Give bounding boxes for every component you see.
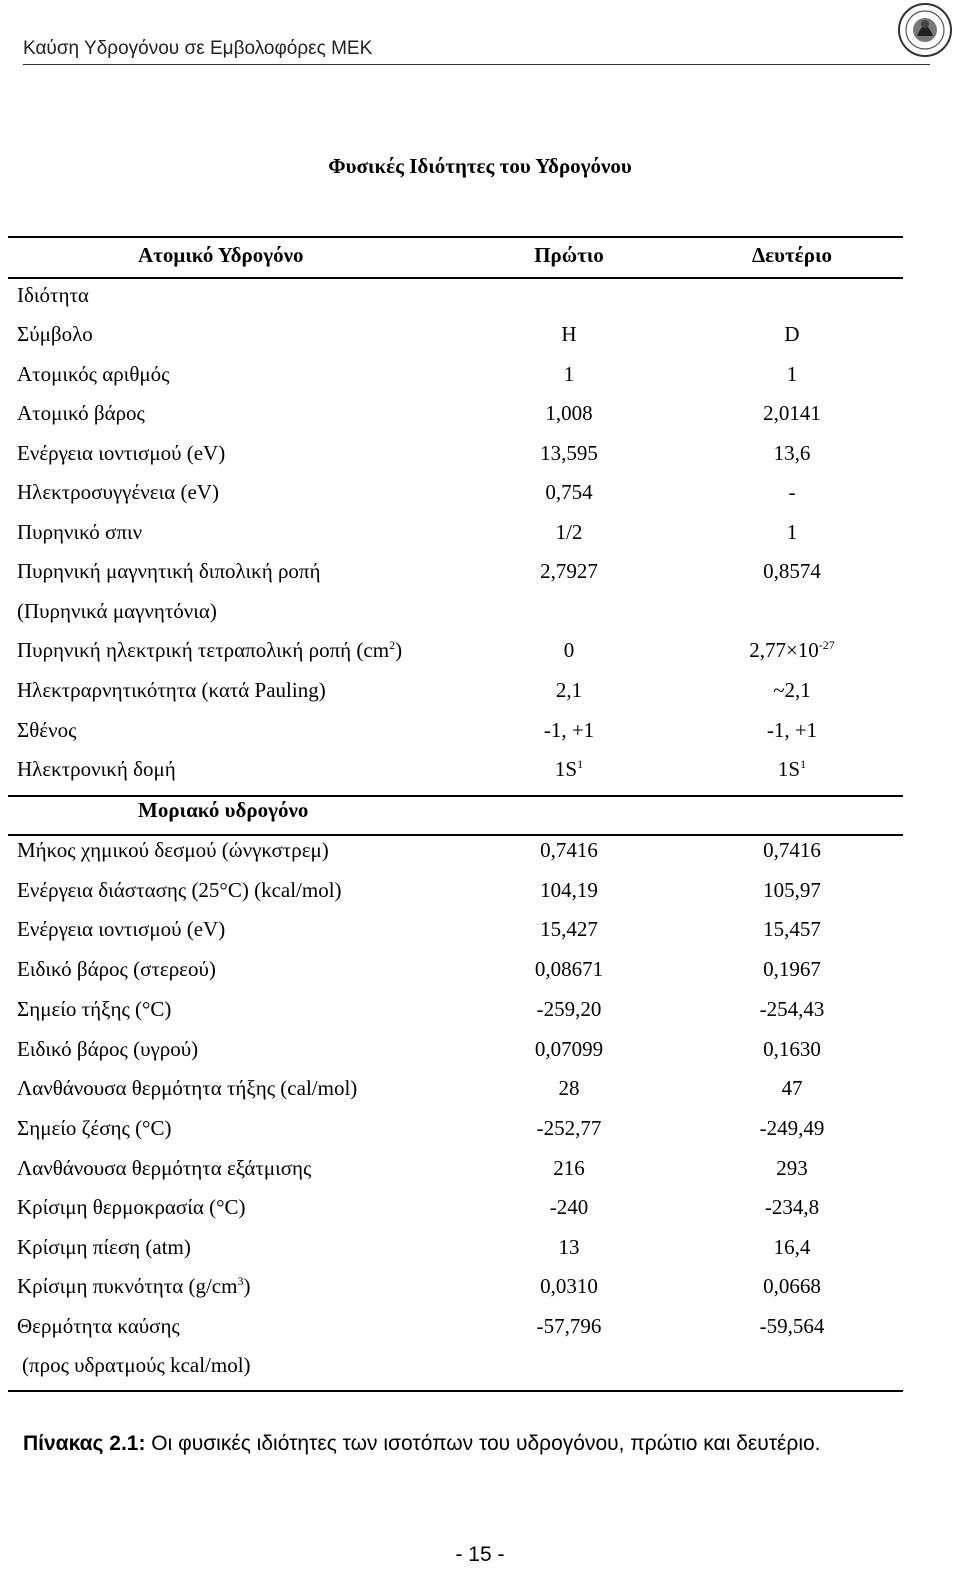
table-title: Φυσικές Ιδιότητες του Υδρογόνου bbox=[328, 154, 632, 178]
table-row bbox=[0, 393, 960, 433]
table-row bbox=[0, 551, 960, 591]
protium-value: 216 bbox=[553, 1155, 585, 1180]
running-header: Καύση Υδρογόνου σε Εμβολοφόρες ΜΕΚ bbox=[23, 38, 373, 59]
deuterium-value: 0,0668 bbox=[763, 1274, 821, 1298]
row-label: Κρίσιμη πυκνότητα $(g/cm^3)$ bbox=[17, 1274, 251, 1298]
deuterium-value: 13,6 bbox=[773, 440, 811, 465]
deuterium-value: $2,77\times 10^{-27}$ bbox=[749, 638, 835, 662]
row-label: Μήκος χημικού δεσμού (ώνγκστρεμ) bbox=[17, 838, 329, 862]
row-label: Ατομικό βάρος bbox=[17, 401, 145, 425]
table-row bbox=[0, 870, 960, 910]
row-label: Σημείο ζέσης (°C) bbox=[17, 1115, 172, 1140]
protium-value: $1S^1$ bbox=[554, 757, 584, 781]
table-row bbox=[0, 472, 960, 512]
deuterium-value: 1 bbox=[786, 519, 798, 544]
table-caption bbox=[23, 1432, 821, 1456]
table-row bbox=[0, 354, 960, 394]
row-label: Ειδικό βάρος (στερεού) bbox=[17, 957, 216, 982]
deuterium-value: - bbox=[788, 480, 796, 504]
protium-value: 2,7927 bbox=[540, 559, 598, 583]
protium-value: 0,07099 bbox=[534, 1036, 604, 1061]
table-row bbox=[0, 1068, 960, 1108]
protium-value: 0,7416 bbox=[540, 838, 598, 862]
protium-value: -1, +1 bbox=[543, 717, 595, 742]
row-label: Θερμότητα καύσης bbox=[17, 1314, 180, 1338]
column-header-deuterium: Δευτέριο bbox=[752, 243, 832, 267]
table-row bbox=[0, 1108, 960, 1148]
protium-value: 13 bbox=[558, 1235, 580, 1259]
row-label: (προς υδρατμούς kcal/mol) bbox=[22, 1353, 251, 1377]
protium-value: 1 bbox=[563, 361, 575, 386]
section-heading-atomic: Ατομικό Υδρογόνο bbox=[138, 243, 304, 267]
table-row bbox=[0, 591, 960, 631]
row-label: Ατομικός αριθμός bbox=[17, 361, 170, 386]
deuterium-value: 0,1967 bbox=[763, 957, 821, 982]
table-row bbox=[0, 949, 960, 989]
row-label: Κρίσιμη θερμοκρασία (°C) bbox=[17, 1195, 246, 1220]
table-row bbox=[0, 749, 960, 789]
protium-value: 104,19 bbox=[540, 877, 598, 902]
deuterium-value: -1, +1 bbox=[766, 717, 818, 742]
deuterium-value: D bbox=[784, 322, 800, 346]
protium-value: 28 bbox=[558, 1076, 580, 1101]
row-label: Ενέργεια ιοντισμού (eV) bbox=[17, 440, 226, 465]
protium-value: 0,08671 bbox=[534, 957, 604, 982]
deuterium-value: 15,457 bbox=[763, 917, 821, 942]
deuterium-value: -59,564 bbox=[759, 1314, 825, 1338]
table-row bbox=[0, 830, 960, 870]
table-row bbox=[0, 1227, 960, 1267]
row-label: Κρίσιμη πίεση (atm) bbox=[17, 1235, 191, 1259]
protium-value: 15,427 bbox=[540, 917, 598, 942]
property-label: Ιδιότητα bbox=[17, 283, 89, 307]
table-row bbox=[0, 710, 960, 750]
header-rule bbox=[23, 64, 930, 65]
deuterium-value: 2,0141 bbox=[763, 401, 821, 425]
table-row bbox=[0, 1266, 960, 1306]
protium-value: 2,1 bbox=[555, 678, 583, 702]
row-label: Ηλεκτροσυγγένεια (eV) bbox=[17, 480, 219, 504]
table-row bbox=[0, 512, 960, 552]
deuterium-value: 1 bbox=[786, 361, 798, 386]
row-label: Σημείο τήξης (°C) bbox=[17, 996, 172, 1021]
deuterium-value: 16,4 bbox=[773, 1235, 811, 1259]
university-seal-logo bbox=[897, 2, 953, 58]
table-row bbox=[0, 1306, 960, 1346]
table-row bbox=[0, 909, 960, 949]
deuterium-value: ~2,1 bbox=[773, 678, 811, 702]
table-row bbox=[0, 1345, 960, 1385]
row-label: Σθένος bbox=[17, 717, 77, 742]
row-label: Λανθάνουσα θερμότητα εξάτμισης bbox=[17, 1155, 312, 1180]
table-row bbox=[0, 1148, 960, 1188]
protium-value: 1/2 bbox=[555, 519, 583, 544]
caption-label: Πίνακας 2.1: bbox=[23, 1432, 146, 1455]
protium-value: 1,008 bbox=[545, 401, 593, 425]
deuterium-value: $1S^1$ bbox=[777, 757, 807, 781]
deuterium-value: 0,1630 bbox=[763, 1036, 821, 1061]
protium-value: 13,595 bbox=[540, 440, 598, 465]
protium-value: -57,796 bbox=[536, 1314, 602, 1338]
row-label: Πυρηνική ηλεκτρική τετραπολική ροπή $(cm^2)$ bbox=[17, 638, 403, 662]
deuterium-value: 293 bbox=[776, 1155, 808, 1180]
property-label-row bbox=[0, 275, 960, 315]
table-row bbox=[0, 989, 960, 1029]
row-label: (Πυρηνικά μαγνητόνια) bbox=[17, 598, 217, 623]
deuterium-value: -254,43 bbox=[759, 996, 825, 1021]
row-label: Πυρηνικό σπιν bbox=[17, 519, 143, 544]
table-row bbox=[0, 1187, 960, 1227]
protium-value: -240 bbox=[549, 1195, 589, 1220]
protium-value: -252,77 bbox=[536, 1115, 602, 1140]
row-label: Ενέργεια ιοντισμού (eV) bbox=[17, 917, 226, 942]
row-label: Ηλεκτραρνητικότητα (κατά Pauling) bbox=[17, 678, 326, 702]
row-label: Ενέργεια διάστασης (25°C) (kcal/mol) bbox=[17, 877, 342, 902]
deuterium-value: -234,8 bbox=[764, 1195, 820, 1220]
table-row bbox=[0, 670, 960, 710]
row-label: Λανθάνουσα θερμότητα τήξης (cal/mol) bbox=[17, 1076, 358, 1101]
table-row bbox=[0, 314, 960, 354]
table-bottom-rule bbox=[8, 1390, 903, 1392]
row-label: Σύμβολο bbox=[17, 322, 93, 346]
section-heading-molecular: Μοριακό υδρογόνο bbox=[138, 798, 309, 822]
protium-value: 0,0310 bbox=[540, 1274, 598, 1298]
deuterium-value: 0,7416 bbox=[763, 838, 821, 862]
row-label: Ηλεκτρονική δομή bbox=[17, 757, 176, 781]
protium-value: H bbox=[561, 322, 577, 346]
protium-value: 0 bbox=[563, 638, 575, 662]
deuterium-value: -249,49 bbox=[759, 1115, 825, 1140]
protium-value: -259,20 bbox=[536, 996, 602, 1021]
deuterium-value: 105,97 bbox=[763, 877, 821, 902]
caption-text: Οι φυσικές ιδιότητες των ισοτόπων του υδρογόνου, πρώτιο και δευτέριο. bbox=[145, 1432, 821, 1455]
row-label: Πυρηνική μαγνητική διπολική ροπή bbox=[17, 559, 321, 583]
page-number: - 15 - bbox=[455, 1543, 505, 1566]
column-header-protium: Πρώτιο bbox=[534, 243, 604, 267]
protium-value: 0,754 bbox=[545, 480, 593, 504]
table-row bbox=[0, 433, 960, 473]
section-heading-row bbox=[0, 790, 960, 830]
table-row bbox=[0, 630, 960, 670]
row-label: Ειδικό βάρος (υγρού) bbox=[17, 1036, 199, 1061]
table-row bbox=[0, 1029, 960, 1069]
deuterium-value: 47 bbox=[781, 1076, 803, 1101]
deuterium-value: 0,8574 bbox=[763, 559, 821, 583]
